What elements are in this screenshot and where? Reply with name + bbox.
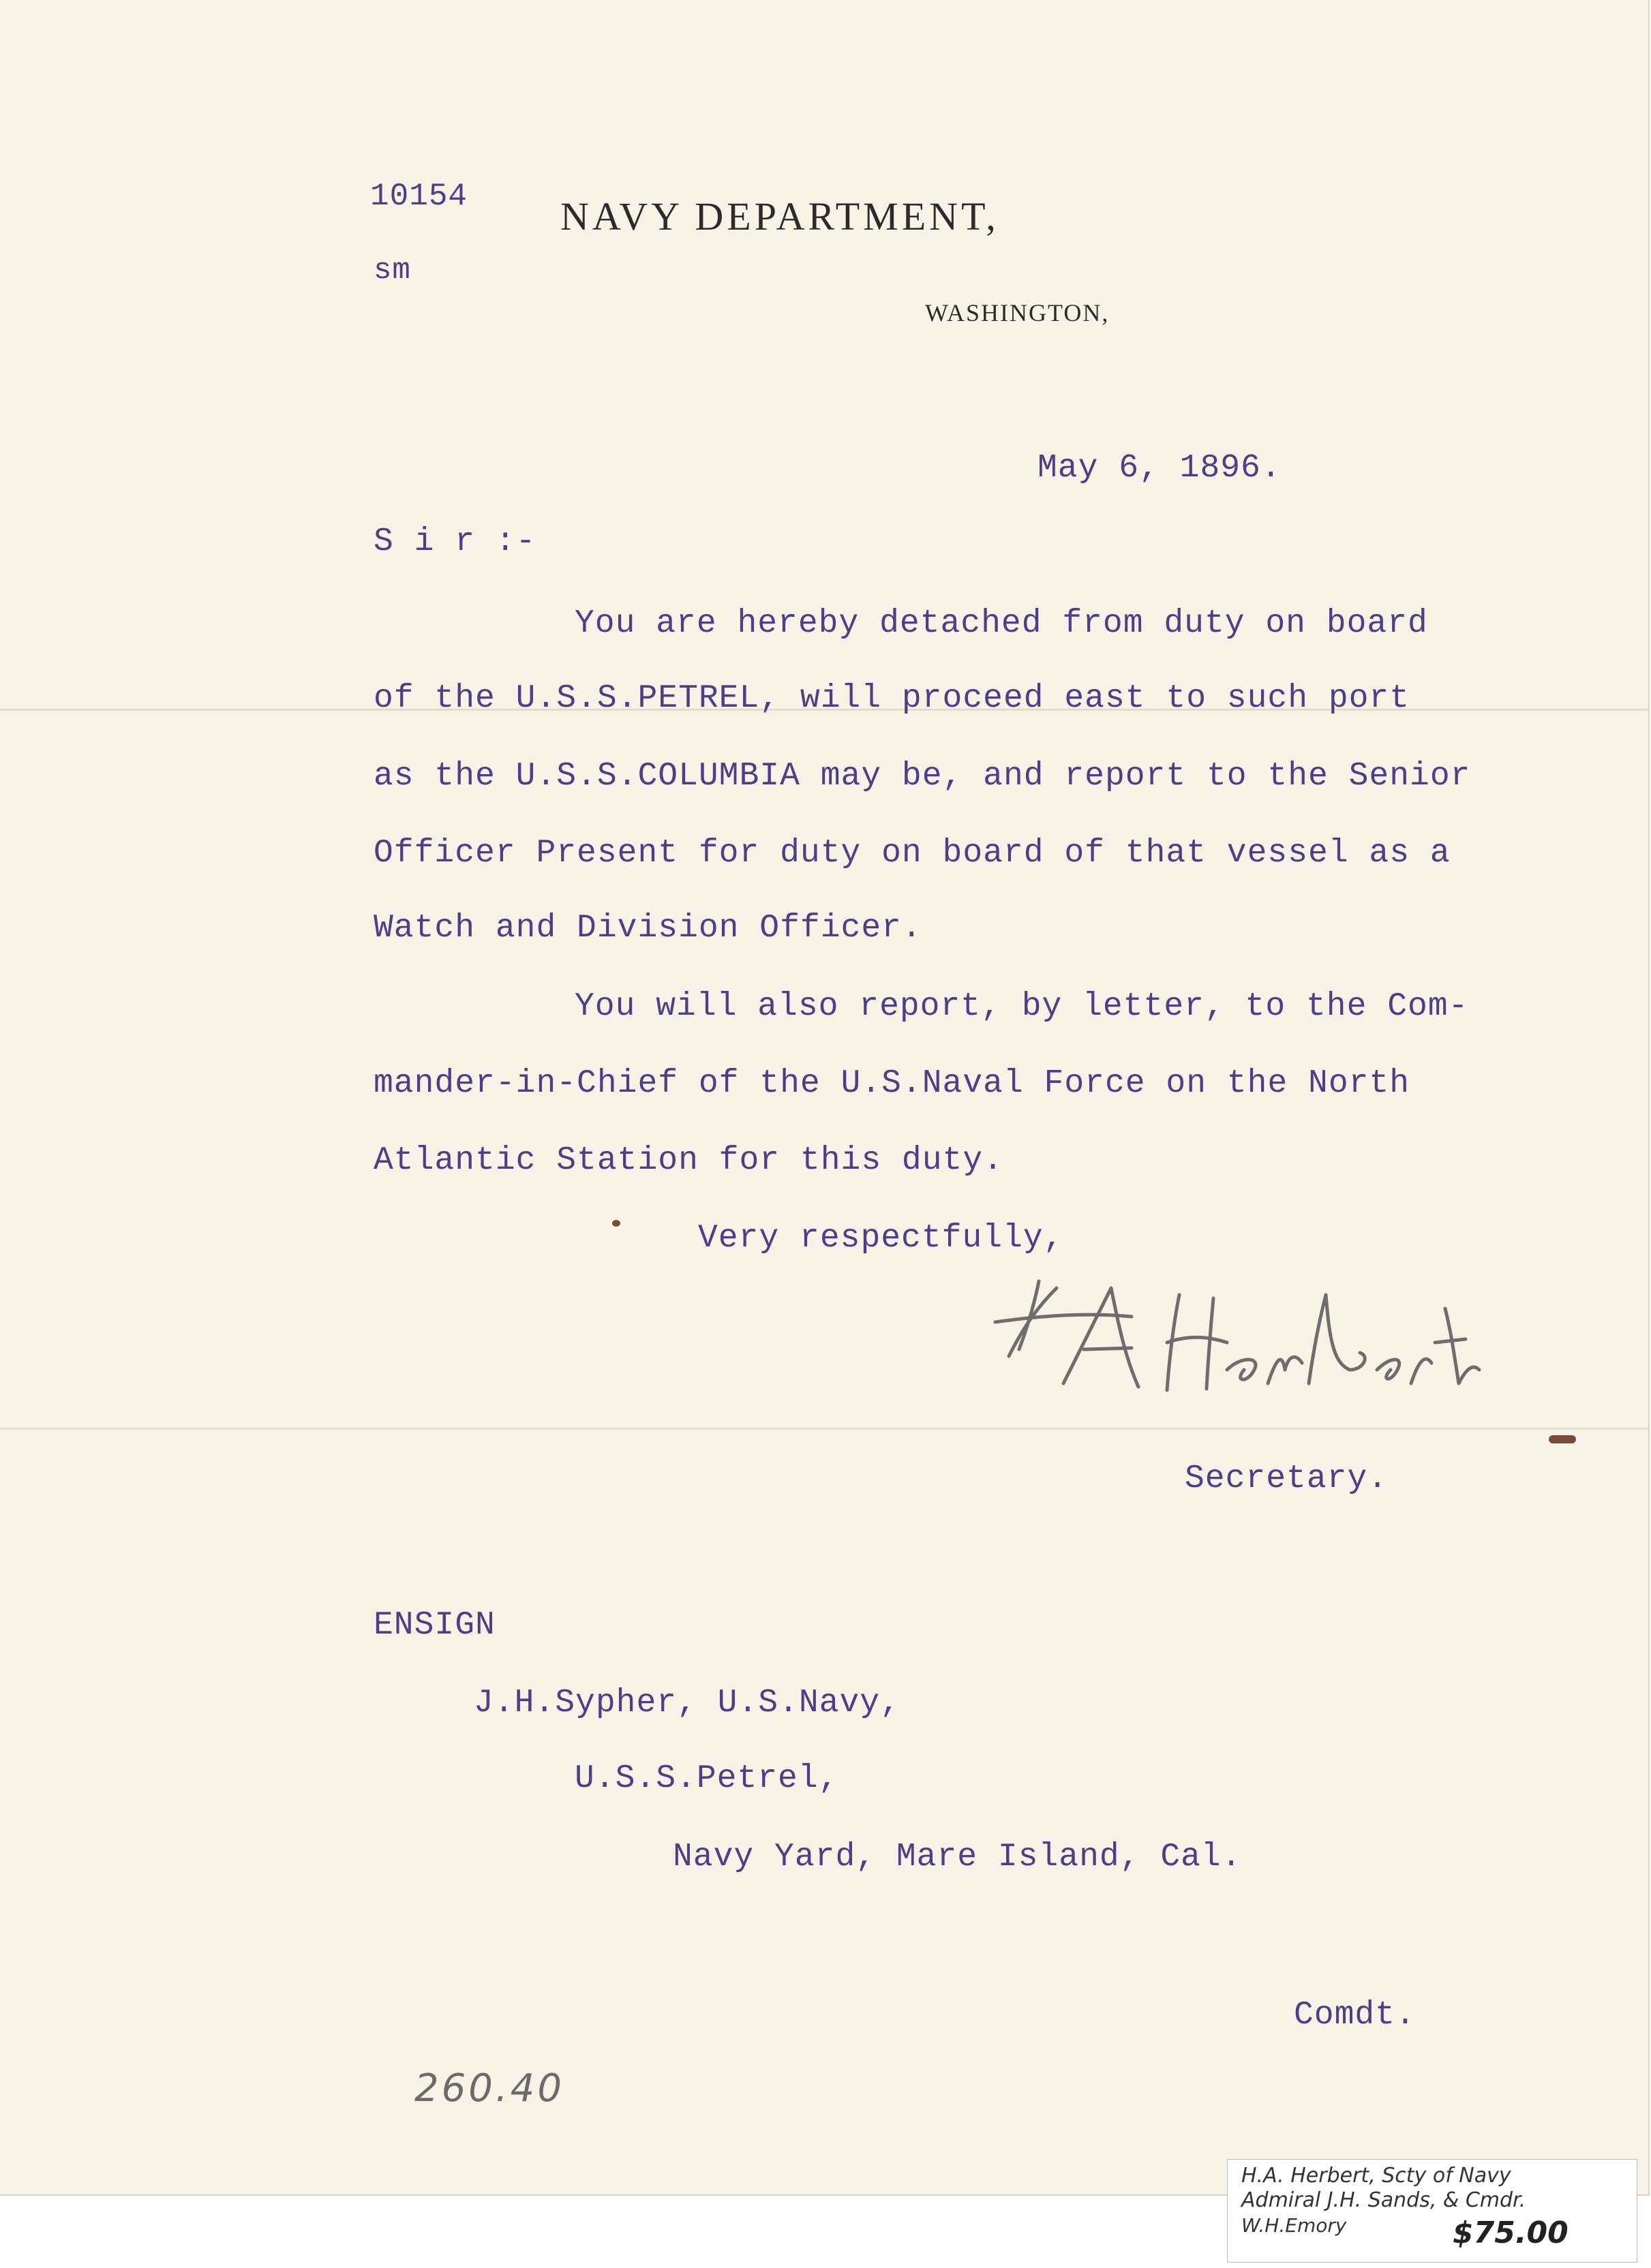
signer-title: Secretary. (1185, 1460, 1389, 1497)
dealer-tag-line: W.H.Emory (1241, 2214, 1347, 2237)
addressee-location: Navy Yard, Mare Island, Cal. (673, 1839, 1242, 1875)
body-line: Officer Present for duty on board of that vessel as a (374, 835, 1451, 872)
body-line: Watch and Division Officer. (374, 910, 922, 947)
signature-graphic (982, 1268, 1506, 1411)
dealer-tag-line: Admiral J.H. Sands, & Cmdr. (1241, 2188, 1526, 2212)
body-line: as the U.S.S.COLUMBIA may be, and report to the Senior (374, 758, 1471, 795)
body-line: of the U.S.S.PETREL, will proceed east to such port (374, 680, 1410, 717)
letter-date: May 6, 1896. (1037, 450, 1282, 487)
fold-line (0, 1428, 1648, 1430)
dealer-tag-line: H.A. Herbert, Scty of Navy (1241, 2164, 1511, 2188)
stain-mark (1549, 1435, 1576, 1443)
addressee-ship: U.S.S.Petrel, (575, 1760, 839, 1797)
typist-initials: sm (374, 254, 411, 288)
price-label: $75.00 (1453, 2216, 1569, 2250)
copy-notation: Comdt. (1294, 1997, 1416, 2034)
body-line: You are hereby detached from duty on board (575, 605, 1428, 642)
salutation: S i r :- (374, 523, 536, 560)
addressee-rank: ENSIGN (374, 1607, 496, 1644)
dealer-tag (1227, 2159, 1637, 2263)
body-line: Atlantic Station for this duty. (374, 1142, 1003, 1179)
pencil-note: 260.40 (414, 2066, 564, 2111)
ink-spot (612, 1220, 620, 1227)
addressee-name: J.H.Sypher, U.S.Navy, (474, 1685, 900, 1721)
closing: Very respectfully, (698, 1220, 1064, 1257)
body-line: You will also report, by letter, to the Com- (575, 988, 1469, 1025)
letterhead-city: WASHINGTON, (925, 299, 1110, 326)
letterhead-department: NAVY DEPARTMENT, (560, 194, 999, 239)
body-line: mander-in-Chief of the U.S.Naval Force on the North (374, 1065, 1410, 1102)
file-number: 10154 (370, 179, 468, 214)
